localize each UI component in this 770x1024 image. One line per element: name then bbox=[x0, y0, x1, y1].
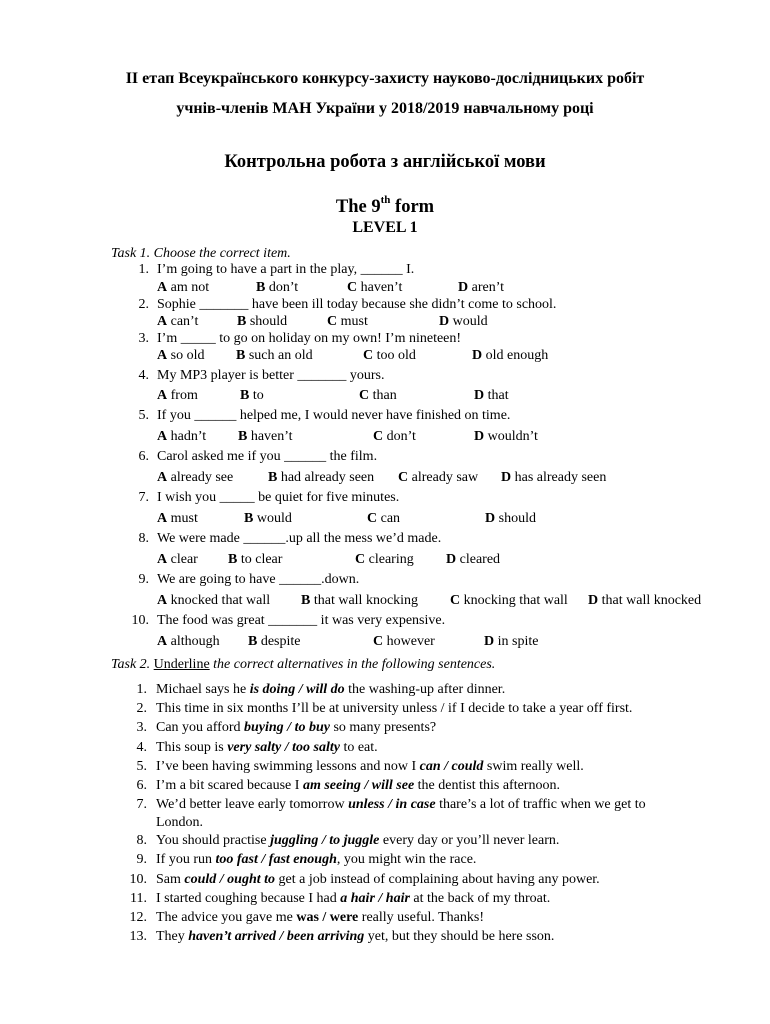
sentence-continuation: London. bbox=[156, 815, 204, 830]
answer-option[interactable] bbox=[157, 348, 204, 364]
option-letter: B bbox=[248, 634, 258, 649]
answer-option[interactable] bbox=[398, 470, 478, 486]
question-text: I wish you _____ be quiet for five minutes. bbox=[157, 490, 400, 505]
sentence-post: swim really well. bbox=[483, 759, 584, 774]
option-text: clearing bbox=[365, 552, 414, 567]
option-letter: B bbox=[256, 280, 266, 295]
sentence-pre: I started coughing because I had bbox=[156, 891, 341, 906]
sentence-text bbox=[156, 872, 600, 888]
option-letter: D bbox=[472, 348, 483, 363]
question-text: My MP3 player is better _______ yours. bbox=[157, 368, 385, 383]
form-suffix: form bbox=[390, 197, 435, 217]
option-text: can bbox=[377, 511, 401, 526]
answer-option[interactable] bbox=[373, 634, 435, 650]
option-text: knocking that wall bbox=[460, 593, 568, 608]
answer-option[interactable] bbox=[367, 511, 400, 527]
answer-option[interactable] bbox=[355, 552, 414, 568]
question-number: 2. bbox=[138, 297, 149, 312]
answer-option[interactable] bbox=[373, 429, 416, 445]
option-letter: B bbox=[228, 552, 238, 567]
option-text: to bbox=[249, 388, 264, 403]
answer-option[interactable] bbox=[439, 314, 488, 330]
answer-option[interactable] bbox=[268, 470, 374, 486]
question-text: I’m going to have a part in the play, ______ I. bbox=[157, 262, 415, 277]
answer-option[interactable] bbox=[484, 634, 538, 650]
option-letter: C bbox=[359, 388, 370, 403]
header-line-1: II етап Всеукраїнського конкурсу-захисту науково-дослідницьких робіт bbox=[125, 70, 645, 87]
option-text: aren’t bbox=[468, 280, 505, 295]
alternatives[interactable]: too fast / fast enough bbox=[215, 852, 337, 867]
answer-option[interactable] bbox=[157, 388, 198, 404]
answer-option[interactable] bbox=[474, 388, 509, 404]
option-letter: A bbox=[157, 314, 168, 329]
alternatives[interactable]: buying / to buy bbox=[244, 720, 330, 735]
option-text: in spite bbox=[494, 634, 539, 649]
answer-option[interactable] bbox=[157, 511, 198, 527]
option-letter: D bbox=[458, 280, 469, 295]
sentence-pre: You should practise bbox=[156, 833, 271, 848]
answer-option[interactable] bbox=[157, 593, 270, 609]
option-text: although bbox=[167, 634, 220, 649]
alternatives[interactable]: haven’t arrived / been arriving bbox=[188, 929, 365, 944]
form-title bbox=[0, 193, 770, 218]
option-letter: A bbox=[157, 593, 168, 608]
question-text: Sophie _______ have been ill today because she didn’t come to school. bbox=[157, 297, 557, 312]
sentence-number: 4. bbox=[136, 740, 147, 755]
sentence-number: 12. bbox=[129, 910, 147, 925]
option-letter: C bbox=[347, 280, 358, 295]
option-letter: D bbox=[474, 388, 485, 403]
sentence-pre: This time in six months I’ll be at university unless / if I decide to take a year off first. bbox=[156, 701, 633, 716]
subject-title: Контрольна робота з англійської мови bbox=[224, 152, 546, 172]
task2-underline-word: Underline bbox=[153, 657, 210, 672]
answer-option[interactable] bbox=[157, 552, 198, 568]
question-text: The food was great _______ it was very expensive. bbox=[157, 613, 446, 628]
option-text: clear bbox=[167, 552, 198, 567]
answer-option[interactable] bbox=[472, 348, 548, 364]
sentence-pre: If you run bbox=[156, 852, 216, 867]
option-letter: A bbox=[157, 388, 168, 403]
sentence-post: , you might win the race. bbox=[336, 852, 477, 867]
option-text: already see bbox=[167, 470, 234, 485]
sentence-post: get a job instead of complaining about having any power. bbox=[275, 872, 600, 887]
sentence-text bbox=[156, 759, 584, 775]
sentence-post: so many presents? bbox=[329, 720, 437, 735]
sentence-pre: I’m a bit scared because I bbox=[156, 778, 303, 793]
header-line-2: учнів-членів МАН України у 2018/2019 навчальному році bbox=[176, 100, 594, 117]
option-text: already saw bbox=[408, 470, 479, 485]
option-letter: A bbox=[157, 348, 168, 363]
option-text: that wall knocked bbox=[598, 593, 702, 608]
option-text: despite bbox=[257, 634, 301, 649]
sentence-pre: This soup is bbox=[156, 740, 228, 755]
option-letter: C bbox=[373, 634, 384, 649]
option-text: am not bbox=[167, 280, 210, 295]
answer-option[interactable] bbox=[157, 634, 220, 650]
option-letter: B bbox=[301, 593, 311, 608]
question-number: 6. bbox=[138, 449, 149, 464]
answer-option[interactable] bbox=[458, 280, 504, 296]
answer-option[interactable] bbox=[237, 314, 287, 330]
option-text: old enough bbox=[482, 348, 549, 363]
option-letter: D bbox=[474, 429, 485, 444]
sentence-text bbox=[156, 852, 476, 868]
answer-option[interactable] bbox=[240, 388, 264, 404]
option-text: must bbox=[337, 314, 368, 329]
sentence-number: 2. bbox=[136, 701, 147, 716]
option-text: should bbox=[495, 511, 536, 526]
option-text: knocked that wall bbox=[167, 593, 271, 608]
sentence-number: 6. bbox=[136, 778, 147, 793]
answer-option[interactable] bbox=[238, 429, 293, 445]
question-number: 9. bbox=[138, 572, 149, 587]
sentence-number: 11. bbox=[130, 891, 147, 906]
task1-instruction: Choose the correct item. bbox=[150, 246, 291, 261]
sentence-text bbox=[156, 797, 646, 813]
question-text: Carol asked me if you ______ the film. bbox=[157, 449, 378, 464]
sentence-post: thare’s a lot of traffic when we get to bbox=[435, 797, 646, 812]
question-number: 4. bbox=[138, 368, 149, 383]
form-sup: th bbox=[380, 193, 391, 206]
sentence-pre: They bbox=[156, 929, 189, 944]
alternatives[interactable]: am seeing / will see bbox=[302, 778, 415, 793]
question-number: 5. bbox=[138, 408, 149, 423]
sentence-number: 5. bbox=[136, 759, 147, 774]
option-text: don’t bbox=[383, 429, 416, 444]
option-text: has already seen bbox=[511, 470, 607, 485]
sentence-text bbox=[156, 682, 505, 698]
option-letter: C bbox=[450, 593, 461, 608]
sentence-number: 10. bbox=[129, 872, 147, 887]
option-letter: D bbox=[501, 470, 512, 485]
option-text: however bbox=[383, 634, 435, 649]
option-text: must bbox=[167, 511, 198, 526]
answer-option[interactable] bbox=[157, 280, 209, 296]
sentence-pre: Can you afford bbox=[156, 720, 244, 735]
alternatives[interactable]: was / were bbox=[296, 910, 359, 925]
option-text: can’t bbox=[167, 314, 199, 329]
answer-option[interactable] bbox=[244, 511, 292, 527]
option-letter: C bbox=[355, 552, 366, 567]
answer-option[interactable] bbox=[248, 634, 301, 650]
option-letter: B bbox=[238, 429, 248, 444]
option-letter: D bbox=[446, 552, 457, 567]
sentence-number: 8. bbox=[136, 833, 147, 848]
sentence-number: 9. bbox=[136, 852, 147, 867]
option-letter: A bbox=[157, 511, 168, 526]
option-letter: B bbox=[268, 470, 278, 485]
alternatives[interactable]: a hair / hair bbox=[340, 891, 410, 906]
option-letter: C bbox=[373, 429, 384, 444]
option-letter: D bbox=[485, 511, 496, 526]
answer-option[interactable] bbox=[501, 470, 606, 486]
answer-option[interactable] bbox=[485, 511, 536, 527]
option-text: should bbox=[246, 314, 288, 329]
sentence-number: 1. bbox=[136, 682, 147, 697]
sentence-number: 3. bbox=[136, 720, 147, 735]
answer-option[interactable] bbox=[228, 552, 282, 568]
sentence-post: every day or you’ll never learn. bbox=[379, 833, 560, 848]
option-letter: C bbox=[367, 511, 378, 526]
alternatives[interactable]: unless / in case bbox=[348, 797, 436, 812]
sentence-post: yet, but they should be here sson. bbox=[364, 929, 555, 944]
task2-heading bbox=[111, 657, 495, 673]
option-text: such an old bbox=[245, 348, 313, 363]
sentence-text bbox=[156, 910, 484, 926]
sentence-text bbox=[156, 891, 550, 907]
answer-option[interactable] bbox=[157, 470, 233, 486]
question-number: 1. bbox=[138, 262, 149, 277]
question-number: 8. bbox=[138, 531, 149, 546]
sentence-pre: Sam bbox=[156, 872, 185, 887]
option-text: that wall knocking bbox=[310, 593, 419, 608]
option-letter: D bbox=[439, 314, 450, 329]
task2-instruction: the correct alternatives in the following sentences. bbox=[209, 657, 496, 672]
option-text: to clear bbox=[237, 552, 283, 567]
alternatives[interactable]: can / could bbox=[419, 759, 484, 774]
sentence-number: 13. bbox=[129, 929, 147, 944]
question-text: We were made ______.up all the mess we’d made. bbox=[157, 531, 442, 546]
option-text: cleared bbox=[456, 552, 501, 567]
question-number: 7. bbox=[138, 490, 149, 505]
answer-option[interactable] bbox=[474, 429, 538, 445]
question-number: 10. bbox=[131, 613, 149, 628]
answer-option[interactable] bbox=[347, 280, 402, 296]
answer-option[interactable] bbox=[450, 593, 568, 609]
sentence-pre: We’d better leave early tomorrow bbox=[156, 797, 349, 812]
option-letter: A bbox=[157, 280, 168, 295]
option-text: haven’t bbox=[247, 429, 293, 444]
alternatives[interactable]: juggling / to juggle bbox=[270, 833, 380, 848]
level-title: LEVEL 1 bbox=[352, 219, 418, 236]
sentence-text bbox=[156, 778, 560, 794]
option-text: hadn’t bbox=[167, 429, 207, 444]
answer-option[interactable] bbox=[236, 348, 313, 364]
option-letter: B bbox=[236, 348, 246, 363]
option-letter: B bbox=[240, 388, 250, 403]
answer-option[interactable] bbox=[359, 388, 397, 404]
sentence-pre: I’ve been having swimming lessons and now I bbox=[156, 759, 420, 774]
sentence-text bbox=[156, 720, 436, 736]
option-text: so old bbox=[167, 348, 205, 363]
sentence-post: to eat. bbox=[339, 740, 378, 755]
task1-label: Task 1. bbox=[111, 246, 151, 261]
sentence-post: the washing-up after dinner. bbox=[344, 682, 506, 697]
option-letter: D bbox=[588, 593, 599, 608]
alternatives[interactable]: very salty / too salty bbox=[227, 740, 340, 755]
sentence-pre: Michael says he bbox=[156, 682, 250, 697]
option-letter: C bbox=[363, 348, 374, 363]
answer-option[interactable] bbox=[256, 280, 298, 296]
option-text: don’t bbox=[265, 280, 299, 295]
question-number: 3. bbox=[138, 331, 149, 346]
question-text: We are going to have ______.down. bbox=[157, 572, 360, 587]
form-prefix: The 9 bbox=[335, 197, 381, 217]
option-text: from bbox=[167, 388, 198, 403]
sentence-text bbox=[156, 701, 632, 717]
alternatives[interactable]: is doing / will do bbox=[249, 682, 345, 697]
answer-option[interactable] bbox=[588, 593, 701, 609]
answer-option[interactable] bbox=[301, 593, 418, 609]
option-letter: D bbox=[484, 634, 495, 649]
sentence-text bbox=[156, 929, 554, 945]
option-letter: A bbox=[157, 470, 168, 485]
answer-option[interactable] bbox=[157, 314, 198, 330]
option-text: than bbox=[369, 388, 397, 403]
alternatives[interactable]: could / ought to bbox=[184, 872, 276, 887]
option-letter: A bbox=[157, 552, 168, 567]
sentence-pre: The advice you gave me bbox=[156, 910, 297, 925]
option-text: haven’t bbox=[357, 280, 403, 295]
task1-heading bbox=[111, 246, 291, 262]
sentence-post: the dentist this afternoon. bbox=[414, 778, 560, 793]
sentence-number: 7. bbox=[136, 797, 147, 812]
sentence-post: at the back of my throat. bbox=[409, 891, 551, 906]
option-letter: B bbox=[237, 314, 247, 329]
sentence-text bbox=[156, 833, 559, 849]
question-text: If you ______ helped me, I would never have finished on time. bbox=[157, 408, 511, 423]
option-text: would bbox=[449, 314, 488, 329]
question-text: I’m _____ to go on holiday on my own! I’m nineteen! bbox=[157, 331, 462, 346]
option-text: that bbox=[484, 388, 509, 403]
option-letter: C bbox=[398, 470, 409, 485]
option-letter: A bbox=[157, 634, 168, 649]
sentence-post: really useful. Thanks! bbox=[358, 910, 484, 925]
answer-option[interactable] bbox=[157, 429, 206, 445]
task2-label: Task 2. bbox=[111, 657, 151, 672]
sentence-text bbox=[156, 740, 378, 756]
option-text: had already seen bbox=[277, 470, 375, 485]
option-text: would bbox=[253, 511, 292, 526]
option-letter: A bbox=[157, 429, 168, 444]
answer-option[interactable] bbox=[327, 314, 368, 330]
option-letter: B bbox=[244, 511, 254, 526]
answer-option[interactable] bbox=[363, 348, 416, 364]
option-letter: C bbox=[327, 314, 338, 329]
option-text: wouldn’t bbox=[484, 429, 538, 444]
option-text: too old bbox=[373, 348, 416, 363]
answer-option[interactable] bbox=[446, 552, 500, 568]
